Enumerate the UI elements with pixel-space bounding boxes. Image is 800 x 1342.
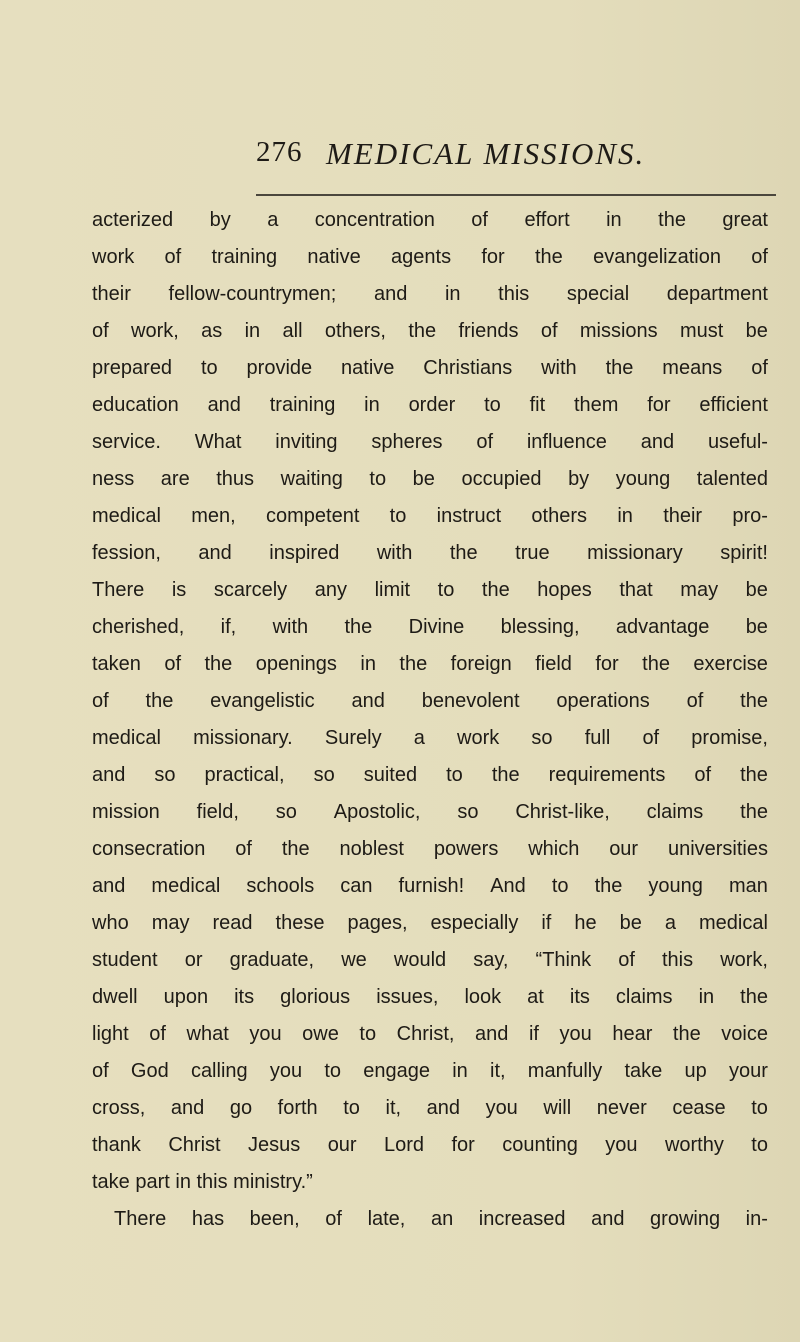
word: growing (650, 1208, 721, 1230)
word: inspired (269, 542, 340, 564)
word: in (244, 320, 261, 342)
word: be (745, 579, 768, 601)
running-head: MEDICAL MISSIONS. (326, 136, 646, 171)
word: a (413, 727, 425, 749)
word: work, (720, 949, 768, 971)
word: requirements (548, 764, 666, 786)
text-line-17 (92, 794, 768, 831)
word: order (408, 394, 456, 416)
word: and (351, 690, 385, 712)
word: and (373, 283, 408, 305)
word: influence (526, 431, 607, 453)
word: of (540, 320, 558, 342)
word: scarcely (213, 579, 288, 601)
word: in (364, 394, 380, 416)
word: up (684, 1060, 707, 1082)
text-line-11 (92, 572, 768, 609)
word: for (481, 246, 505, 268)
text-line-28 (92, 1201, 768, 1238)
word: work, (131, 320, 179, 342)
word: these (275, 912, 325, 934)
word: the (399, 653, 428, 675)
word: voice (721, 1023, 768, 1045)
word: to (551, 875, 569, 897)
text-line-2 (92, 239, 768, 276)
word: and (591, 1208, 625, 1230)
text-line-24 (92, 1053, 768, 1090)
word: at (527, 986, 544, 1008)
word: the (408, 320, 437, 342)
word: it, (385, 1097, 402, 1119)
word: pages, (347, 912, 408, 934)
word: native (341, 357, 395, 379)
text-line-20 (92, 905, 768, 942)
word: to (359, 1023, 377, 1045)
word: promise, (691, 727, 768, 749)
word: Lord (384, 1134, 425, 1156)
word: so (531, 727, 553, 749)
word: service. (92, 431, 161, 453)
text-line-4 (92, 313, 768, 350)
word: education (92, 394, 179, 416)
word: any (314, 579, 347, 601)
word: cross, (92, 1097, 146, 1119)
word: or (184, 949, 203, 971)
word: to (437, 579, 455, 601)
word: in (617, 505, 633, 527)
word: graduate, (229, 949, 315, 971)
word: fellow-countrymen; (168, 283, 337, 305)
word: to (751, 1134, 768, 1156)
word: the (658, 209, 686, 231)
word: taken (92, 653, 141, 675)
word: of (476, 431, 494, 453)
word: upon (163, 986, 209, 1008)
word: would (393, 949, 447, 971)
word: the (481, 579, 510, 601)
word: dwell (92, 986, 138, 1008)
word: the (740, 764, 768, 786)
word: of (694, 764, 712, 786)
word: fit (529, 394, 546, 416)
word: true (515, 542, 550, 564)
word: great (722, 209, 768, 231)
word: agents (391, 246, 452, 268)
page-number: 276 (256, 136, 303, 168)
word: What (194, 431, 242, 453)
word: its (234, 986, 255, 1008)
word: be (619, 912, 642, 934)
text-line-8 (92, 461, 768, 498)
word: and (92, 764, 126, 786)
word: Surely (324, 727, 382, 749)
text-line-1 (92, 202, 768, 239)
word: that (619, 579, 653, 601)
word: spheres (371, 431, 443, 453)
word: with (376, 542, 413, 564)
word: of (751, 246, 768, 268)
word: issues, (376, 986, 439, 1008)
word: if, (220, 616, 237, 638)
word: can (340, 875, 373, 897)
word: There (92, 579, 145, 601)
word: worthy (664, 1134, 724, 1156)
word: especially (430, 912, 519, 934)
word: their (663, 505, 703, 527)
word: field (535, 653, 572, 675)
text-line-16 (92, 757, 768, 794)
word: all (282, 320, 303, 342)
word: and (198, 542, 232, 564)
text-line-26 (92, 1127, 768, 1164)
header-rule (256, 194, 776, 196)
word: of (471, 209, 488, 231)
text-line-18 (92, 831, 768, 868)
word: acterized (92, 209, 174, 231)
word: work (92, 246, 135, 268)
word: with (272, 616, 309, 638)
word: of (325, 1208, 342, 1230)
word: look (464, 986, 502, 1008)
word: glorious (280, 986, 351, 1008)
word: waiting (280, 468, 343, 490)
text-line-22 (92, 979, 768, 1016)
word: which (528, 838, 580, 860)
word: to (389, 505, 407, 527)
word: a (664, 912, 676, 934)
word: the (449, 542, 478, 564)
word: them (573, 394, 619, 416)
word: Christ (168, 1134, 221, 1156)
word: in (444, 283, 461, 305)
word: their (92, 283, 131, 305)
word: missionary. (193, 727, 293, 749)
word: thank (92, 1134, 141, 1156)
word: the (672, 1023, 701, 1045)
word: to (324, 1060, 342, 1082)
word: evangelistic (210, 690, 315, 712)
word: for (451, 1134, 475, 1156)
word: forth (277, 1097, 318, 1119)
word: and (92, 875, 126, 897)
text-line-15 (92, 720, 768, 757)
word: medical (92, 505, 161, 527)
word: medical (151, 875, 221, 897)
word: are (160, 468, 190, 490)
word: for (595, 653, 619, 675)
word: furnish! (398, 875, 465, 897)
word: means (662, 357, 723, 379)
word: may (151, 912, 190, 934)
word: spirit! (720, 542, 768, 564)
word: say, (473, 949, 509, 971)
word: in (452, 1060, 468, 1082)
word: hear (612, 1023, 653, 1045)
word: operations (556, 690, 650, 712)
word: blessing, (500, 616, 580, 638)
word: and (426, 1097, 460, 1119)
word: men, (191, 505, 236, 527)
text-line-25 (92, 1090, 768, 1127)
word: be (412, 468, 435, 490)
word: others, (324, 320, 386, 342)
word: the (594, 875, 623, 897)
word: There (114, 1208, 167, 1230)
word: limit (374, 579, 411, 601)
word: pro- (732, 505, 768, 527)
word: cherished, (92, 616, 185, 638)
word: powers (433, 838, 499, 860)
word: young (615, 468, 671, 490)
word: foreign (450, 653, 512, 675)
word: the (535, 246, 563, 268)
word: with (541, 357, 577, 379)
word: if (541, 912, 552, 934)
word: advantage (615, 616, 710, 638)
word: Christ-like, (515, 801, 610, 823)
word: he (574, 912, 597, 934)
word: the (740, 986, 768, 1008)
word: a (267, 209, 279, 231)
word: of (235, 838, 252, 860)
word: the (145, 690, 174, 712)
word: missionary (587, 542, 683, 564)
word: openings (255, 653, 337, 675)
word: universities (667, 838, 768, 860)
word: light (92, 1023, 129, 1045)
word: ness (92, 468, 135, 490)
word: to (200, 357, 218, 379)
word: to (484, 394, 501, 416)
text-line-12 (92, 609, 768, 646)
word: department (666, 283, 768, 305)
word: if (528, 1023, 539, 1045)
word: in (606, 209, 622, 231)
word: the (491, 764, 520, 786)
word: in (698, 986, 715, 1008)
word: schools (246, 875, 315, 897)
word: of (164, 653, 182, 675)
word: our (327, 1134, 357, 1156)
word: has (191, 1208, 225, 1230)
word: will (543, 1097, 572, 1119)
word: manfully (527, 1060, 603, 1082)
word: what (186, 1023, 229, 1045)
word: the (642, 653, 670, 675)
word: exercise (693, 653, 768, 675)
word: fession, (92, 542, 161, 564)
word: man (728, 875, 768, 897)
word: medical (698, 912, 768, 934)
word: instruct (436, 505, 502, 527)
text-line-23 (92, 1016, 768, 1053)
word: by (209, 209, 231, 231)
word: you (485, 1097, 518, 1119)
text-line-21 (92, 942, 768, 979)
word: you (605, 1134, 638, 1156)
word: who (92, 912, 129, 934)
word: be (745, 616, 768, 638)
page-header (256, 136, 776, 186)
word: hopes (537, 579, 592, 601)
body-text (92, 202, 768, 1238)
word: the (281, 838, 310, 860)
word: for (647, 394, 671, 416)
word: Apostolic, (333, 801, 421, 823)
word: counting (502, 1134, 578, 1156)
word: of (92, 690, 109, 712)
word: native (307, 246, 361, 268)
word: others (531, 505, 588, 527)
word: God (130, 1060, 169, 1082)
word: Divine (408, 616, 465, 638)
word: so (313, 764, 335, 786)
word: its (569, 986, 590, 1008)
word: it, (490, 1060, 506, 1082)
word: been, (249, 1208, 300, 1230)
word: engage (363, 1060, 430, 1082)
word: benevolent (421, 690, 520, 712)
word: “Think (535, 949, 592, 971)
word: thus (216, 468, 255, 490)
word: work (457, 727, 500, 749)
word: medical (92, 727, 161, 749)
word: student (92, 949, 158, 971)
word: full (584, 727, 611, 749)
text-line-19 (92, 868, 768, 905)
text-line-5 (92, 350, 768, 387)
word: your (728, 1060, 768, 1082)
text-line-14 (92, 683, 768, 720)
text-line-27: take part in this ministry.” (92, 1171, 313, 1193)
word: special (566, 283, 630, 305)
word: you (269, 1060, 303, 1082)
word: to (343, 1097, 360, 1119)
word: be (745, 320, 768, 342)
word: and (170, 1097, 205, 1119)
word: in (360, 653, 376, 675)
word: training (211, 246, 278, 268)
word: go (229, 1097, 253, 1119)
text-line-10 (92, 535, 768, 572)
word: claims (646, 801, 704, 823)
word: training (269, 394, 336, 416)
word: increased (478, 1208, 566, 1230)
word: of (751, 357, 768, 379)
word: Jesus (248, 1134, 301, 1156)
word: in- (745, 1208, 768, 1230)
word: useful- (707, 431, 768, 453)
word: we (341, 949, 367, 971)
word: the (204, 653, 233, 675)
word: efficient (699, 394, 768, 416)
word: by (568, 468, 590, 490)
word: Christians (423, 357, 513, 379)
word: cease (672, 1097, 726, 1119)
word: of (642, 727, 660, 749)
word: noblest (339, 838, 404, 860)
word: friends (458, 320, 519, 342)
word: of (164, 246, 182, 268)
word: the (740, 801, 768, 823)
word: provide (246, 357, 313, 379)
word: effort (524, 209, 570, 231)
word: as (201, 320, 223, 342)
word: never (596, 1097, 647, 1119)
word: and (475, 1023, 509, 1045)
text-line-9 (92, 498, 768, 535)
word: of (92, 320, 109, 342)
text-line-6 (92, 387, 768, 424)
word: evangelization (593, 246, 721, 268)
word: prepared (92, 357, 173, 379)
word: you (249, 1023, 282, 1045)
word: the (344, 616, 373, 638)
text-line-3 (92, 276, 768, 313)
word: the (605, 357, 634, 379)
word: missions (579, 320, 658, 342)
word: you (559, 1023, 592, 1045)
word: occupied (461, 468, 542, 490)
word: young (648, 875, 703, 897)
word: mission (92, 801, 160, 823)
word: is (171, 579, 187, 601)
word: the (740, 690, 768, 712)
word: this (661, 949, 694, 971)
word: so (275, 801, 297, 823)
word: and (640, 431, 675, 453)
word: this (498, 283, 530, 305)
word: consecration (92, 838, 206, 860)
word: so (457, 801, 479, 823)
word: take (624, 1060, 663, 1082)
word: so (154, 764, 176, 786)
word: competent (265, 505, 360, 527)
word: read (212, 912, 253, 934)
text-line-13 (92, 646, 768, 683)
word: to (751, 1097, 768, 1119)
word: our (609, 838, 639, 860)
word: practical, (204, 764, 285, 786)
word: inviting (275, 431, 338, 453)
word: calling (190, 1060, 248, 1082)
word: of (686, 690, 704, 712)
word: to (446, 764, 463, 786)
word: of (92, 1060, 109, 1082)
word: may (680, 579, 719, 601)
word: And (490, 875, 526, 897)
word: and (207, 394, 241, 416)
word: of (618, 949, 635, 971)
word: claims (615, 986, 673, 1008)
word: field, (196, 801, 239, 823)
word: concentration (314, 209, 435, 231)
word: to (369, 468, 387, 490)
word: Christ, (396, 1023, 455, 1045)
text-line-7 (92, 424, 768, 461)
word: suited (363, 764, 418, 786)
word: owe (302, 1023, 339, 1045)
word: of (149, 1023, 166, 1045)
word: late, (367, 1208, 406, 1230)
word: must (679, 320, 724, 342)
word: talented (696, 468, 768, 490)
word: an (430, 1208, 454, 1230)
